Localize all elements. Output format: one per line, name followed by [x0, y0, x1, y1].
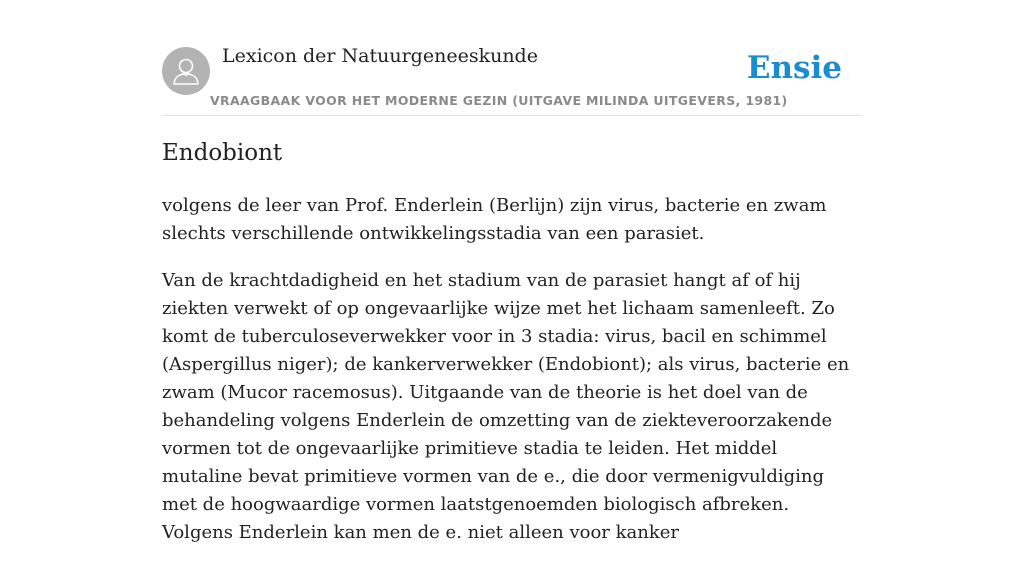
source-header [162, 0, 862, 116]
source-subtitle: VRAAGBAAK VOOR HET MODERNE GEZIN (UITGAVE MILINDA UITGEVERS, 1981) [210, 93, 788, 108]
ensie-logo[interactable]: Ensie [746, 50, 842, 86]
entry-paragraph: volgens de leer van Prof. Enderlein (Berlijn) zijn virus, bacterie en zwam slechts verschillende ontwikkelingsstadia van een parasiet. [162, 195, 827, 244]
entry-content [162, 192, 862, 566]
entry-paragraph: Van de krachtdadigheid en het stadium van de parasiet hangt af of hij ziekten verwekt of op ongevaarlijke wijze met het lichaam samenleeft. Zo komt de tuberculoseverwekker voor in 3 stadia: virus, bacil en schimmel (Aspergillus niger); de kankerverwekker (Endobiont); als virus, bacterie en zwam (Mucor racemosus). Uitgaande van de theorie is het doel van de behandeling volgens Enderlein de omzetting van de ziekteveroorzakende vormen tot de ongevaarlijke primitieve stadia te leiden. Het middel mutaline bevat primitieve vormen van de e., die door vermenigvuldiging met de hoogwaardige vormen laatstgenoemden biologisch afbreken. Volgens Enderlein kan men de e. niet alleen voor kanker [162, 270, 850, 543]
entry-title: Endobiont [162, 140, 283, 166]
avatar[interactable] [162, 47, 210, 95]
source-title[interactable]: Lexicon der Natuurgeneeskunde [222, 45, 538, 67]
user-icon [162, 47, 210, 95]
